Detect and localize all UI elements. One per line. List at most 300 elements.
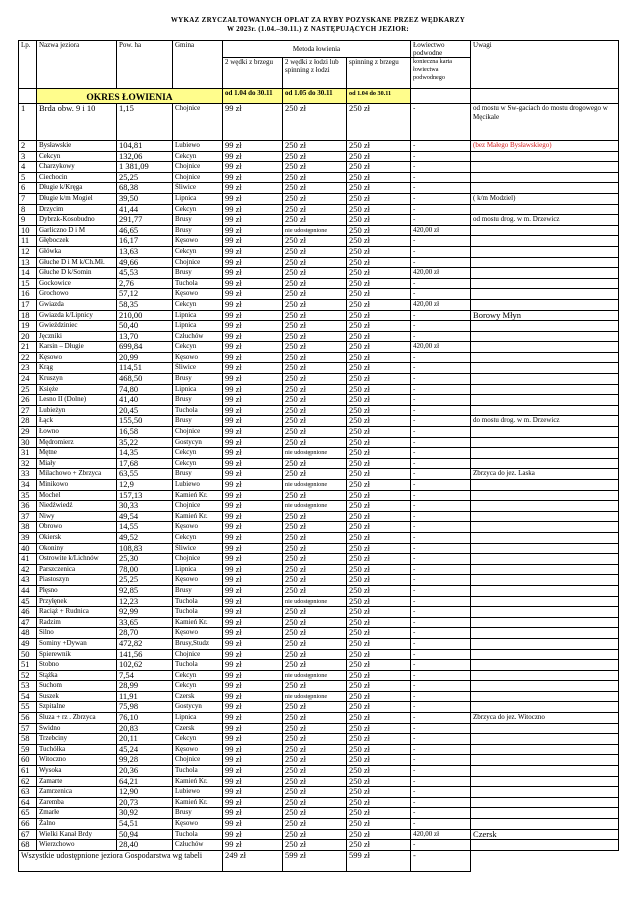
row-fee-spinning: 250 zł (347, 236, 411, 247)
row-underwater: - (411, 352, 471, 363)
row-remarks (471, 617, 619, 628)
table-row (19, 246, 619, 257)
row-commune: Śliwice (173, 183, 223, 194)
row-lake-name: Świdno (37, 723, 117, 734)
header-lowiectwo: Łowiectwo podwodne (411, 41, 471, 58)
row-fee-spinning: 250 zł (347, 638, 411, 649)
row-area: 472,82 (117, 638, 173, 649)
row-underwater: - (411, 193, 471, 204)
row-fee-shore: 99 zł (223, 787, 283, 798)
row-area: 20,36 (117, 766, 173, 777)
table-row (19, 141, 619, 152)
row-lp: 49 (19, 638, 37, 649)
row-lp: 33 (19, 469, 37, 480)
row-area: 35,22 (117, 437, 173, 448)
row-remarks (471, 458, 619, 469)
row-lake-name: Mętne (37, 448, 117, 459)
row-area: 104,81 (117, 141, 173, 152)
row-lake-name: Bysławskie (37, 141, 117, 152)
row-lp: 44 (19, 585, 37, 596)
row-lp: 50 (19, 649, 37, 660)
row-remarks (471, 257, 619, 268)
row-remarks (471, 776, 619, 787)
row-fee-spinning: 250 zł (347, 289, 411, 300)
header-metoda: Metoda łowienia (223, 41, 411, 58)
row-fee-spinning: 250 zł (347, 628, 411, 639)
header-row-1 (19, 41, 619, 58)
table-row (19, 172, 619, 183)
table-row (19, 352, 619, 363)
row-fee-boat: 250 zł (283, 638, 347, 649)
row-fee-spinning: 250 zł (347, 331, 411, 342)
row-fee-boat: 250 zł (283, 352, 347, 363)
row-underwater: - (411, 374, 471, 385)
row-fee-boat: 250 zł (283, 723, 347, 734)
row-lp: 68 (19, 840, 37, 851)
row-area: 75,98 (117, 702, 173, 713)
row-lp: 58 (19, 734, 37, 745)
row-fee-boat: 250 zł (283, 384, 347, 395)
row-area: 14,55 (117, 522, 173, 533)
row-fee-boat: 250 zł (283, 104, 347, 141)
row-remarks (471, 331, 619, 342)
row-underwater: - (411, 585, 471, 596)
row-fee-spinning: 250 zł (347, 448, 411, 459)
row-lp: 46 (19, 607, 37, 618)
row-underwater: - (411, 257, 471, 268)
table-row (19, 543, 619, 554)
row-lp: 18 (19, 310, 37, 321)
table-row (19, 193, 619, 204)
row-commune: Chojnice (173, 172, 223, 183)
row-fee-shore: 99 zł (223, 829, 283, 840)
row-fee-spinning: 250 zł (347, 607, 411, 618)
table-row (19, 215, 619, 226)
row-underwater: - (411, 448, 471, 459)
row-fee-boat: 250 zł (283, 787, 347, 798)
row-remarks (471, 437, 619, 448)
row-fee-boat: 250 zł (283, 660, 347, 671)
row-area: 1 381,09 (117, 162, 173, 173)
row-area: 14,35 (117, 448, 173, 459)
row-commune: Tuchola (173, 766, 223, 777)
row-area: 49,52 (117, 532, 173, 543)
row-lp: 61 (19, 766, 37, 777)
row-lake-name: Piastoszyn (37, 575, 117, 586)
row-commune: Brusy,Studz (173, 638, 223, 649)
row-lp: 38 (19, 522, 37, 533)
table-row (19, 289, 619, 300)
row-fee-shore: 99 zł (223, 617, 283, 628)
row-fee-spinning: 250 zł (347, 522, 411, 533)
row-lake-name: Gockowice (37, 278, 117, 289)
row-fee-boat: 250 zł (283, 681, 347, 692)
row-fee-boat: 250 zł (283, 331, 347, 342)
row-fee-shore: 99 zł (223, 331, 283, 342)
row-commune: Kęsowo (173, 819, 223, 830)
row-fee-boat: 250 zł (283, 427, 347, 438)
row-fee-shore: 99 zł (223, 755, 283, 766)
table-row (19, 162, 619, 173)
row-area: 30,33 (117, 501, 173, 512)
row-fee-shore: 99 zł (223, 374, 283, 385)
row-lake-name: Grochowo (37, 289, 117, 300)
row-fee-boat: 250 zł (283, 649, 347, 660)
row-lp: 51 (19, 660, 37, 671)
row-lp: 55 (19, 702, 37, 713)
row-lp: 41 (19, 554, 37, 565)
row-area: 58,35 (117, 299, 173, 310)
table-row (19, 766, 619, 777)
row-lake-name: Lubieżyn (37, 405, 117, 416)
row-fee-boat: 250 zł (283, 808, 347, 819)
row-area: 46,65 (117, 225, 173, 236)
row-commune: Brusy (173, 416, 223, 427)
row-commune: Brusy (173, 808, 223, 819)
row-fee-boat: 250 zł (283, 607, 347, 618)
table-row (19, 585, 619, 596)
row-underwater: - (411, 437, 471, 448)
row-remarks (471, 363, 619, 374)
row-area: 102,62 (117, 660, 173, 671)
table-row (19, 310, 619, 321)
row-fee-shore: 99 zł (223, 480, 283, 491)
row-remarks (471, 246, 619, 257)
row-lake-name: Sominy +Dywan (37, 638, 117, 649)
table-row (19, 384, 619, 395)
row-commune: Cekcyn (173, 734, 223, 745)
row-remarks: ( k/m Modziel) (471, 193, 619, 204)
table-row (19, 225, 619, 236)
row-fee-shore: 99 zł (223, 723, 283, 734)
row-lake-name: Krąg (37, 363, 117, 374)
row-fee-shore: 99 zł (223, 151, 283, 162)
row-area: 108,83 (117, 543, 173, 554)
row-remarks (471, 554, 619, 565)
row-underwater: - (411, 755, 471, 766)
row-fee-spinning: 250 zł (347, 458, 411, 469)
row-lp: 53 (19, 681, 37, 692)
row-remarks (471, 321, 619, 332)
row-fee-spinning: 250 zł (347, 384, 411, 395)
row-fee-boat: 250 zł (283, 395, 347, 406)
row-commune: Tuchola (173, 607, 223, 618)
row-fee-spinning: 250 zł (347, 808, 411, 819)
row-lp: 47 (19, 617, 37, 628)
row-fee-shore: 99 zł (223, 607, 283, 618)
row-lake-name: Dybrzk-Kosobudno (37, 215, 117, 226)
row-lp: 54 (19, 691, 37, 702)
row-remarks (471, 151, 619, 162)
row-fee-shore: 99 zł (223, 649, 283, 660)
row-underwater: - (411, 660, 471, 671)
row-lake-name: Miały (37, 458, 117, 469)
row-underwater: - (411, 172, 471, 183)
row-commune: Chojnice (173, 427, 223, 438)
row-underwater: - (411, 511, 471, 522)
row-fee-boat: 250 zł (283, 141, 347, 152)
row-remarks (471, 384, 619, 395)
table-row (19, 236, 619, 247)
summary-fee-boat: 599 zł (283, 850, 347, 871)
row-fee-spinning: 250 zł (347, 268, 411, 279)
row-lp: 66 (19, 819, 37, 830)
row-underwater: - (411, 480, 471, 491)
row-lake-name: Księże (37, 384, 117, 395)
row-commune: Tuchola (173, 829, 223, 840)
row-underwater: - (411, 840, 471, 851)
row-lp: 23 (19, 363, 37, 374)
row-fee-boat: 250 zł (283, 554, 347, 565)
row-fee-boat: 250 zł (283, 585, 347, 596)
row-lp: 20 (19, 331, 37, 342)
row-fee-spinning: 250 zł (347, 501, 411, 512)
row-lp: 29 (19, 427, 37, 438)
row-fee-boat: 250 zł (283, 628, 347, 639)
row-fee-boat: 250 zł (283, 310, 347, 321)
row-area: 155,50 (117, 416, 173, 427)
row-commune: Śliwice (173, 363, 223, 374)
table-row (19, 829, 619, 840)
row-remarks (471, 607, 619, 618)
row-lake-name: Okoniny (37, 543, 117, 554)
row-fee-boat: 250 zł (283, 193, 347, 204)
row-area: 57,12 (117, 289, 173, 300)
row-commune: Brusy (173, 268, 223, 279)
row-fee-spinning: 250 zł (347, 172, 411, 183)
row-fee-shore: 99 zł (223, 501, 283, 512)
row-fee-shore: 99 zł (223, 702, 283, 713)
row-underwater: - (411, 532, 471, 543)
row-underwater: 420,00 zł (411, 342, 471, 353)
row-lake-name: Długie k/m Mogiel (37, 193, 117, 204)
row-lp: 40 (19, 543, 37, 554)
row-remarks (471, 278, 619, 289)
row-underwater: - (411, 554, 471, 565)
row-fee-boat: 250 zł (283, 543, 347, 554)
row-remarks (471, 352, 619, 363)
row-fee-boat: 250 zł (283, 268, 347, 279)
row-fee-spinning: 250 zł (347, 104, 411, 141)
row-area: 20,83 (117, 723, 173, 734)
summary-row (19, 850, 619, 871)
row-fee-shore: 99 zł (223, 225, 283, 236)
row-lake-name: Lesno II (Dolne) (37, 395, 117, 406)
table-row (19, 755, 619, 766)
row-lake-name: Gwiazda (37, 299, 117, 310)
row-lp: 67 (19, 829, 37, 840)
row-lake-name: Charzykowy (37, 162, 117, 173)
row-area: 45,53 (117, 268, 173, 279)
row-underwater: 420,00 zł (411, 268, 471, 279)
title-line-2: W 2023r. (1.04.–30.11.) Z NASTĘPUJĄCYCH JEZIOR: (226, 25, 410, 33)
row-commune: Tuchola (173, 405, 223, 416)
table-row (19, 151, 619, 162)
row-lp: 13 (19, 257, 37, 268)
row-lp: 62 (19, 776, 37, 787)
row-underwater: - (411, 797, 471, 808)
row-fee-spinning: 250 zł (347, 840, 411, 851)
row-lake-name: Niedźwiedź (37, 501, 117, 512)
row-remarks (471, 405, 619, 416)
row-fee-spinning: 250 zł (347, 427, 411, 438)
row-fee-shore: 99 zł (223, 183, 283, 194)
table-row (19, 532, 619, 543)
row-remarks: Czersk (471, 829, 619, 840)
row-lp: 57 (19, 723, 37, 734)
row-fee-shore: 99 zł (223, 744, 283, 755)
row-underwater: - (411, 469, 471, 480)
row-area: 28,70 (117, 628, 173, 639)
row-underwater: - (411, 776, 471, 787)
row-fee-shore: 99 zł (223, 172, 283, 183)
row-fee-shore: 99 zł (223, 628, 283, 639)
row-lp: 43 (19, 575, 37, 586)
row-fee-shore: 99 zł (223, 204, 283, 215)
season-row (19, 89, 619, 104)
row-underwater: - (411, 702, 471, 713)
row-fee-spinning: 250 zł (347, 395, 411, 406)
row-area: 114,51 (117, 363, 173, 374)
row-fee-shore: 99 zł (223, 405, 283, 416)
row-fee-spinning: 250 zł (347, 670, 411, 681)
row-remarks (471, 840, 619, 851)
row-underwater: - (411, 416, 471, 427)
row-remarks (471, 797, 619, 808)
row-underwater: - (411, 204, 471, 215)
row-area: 141,56 (117, 649, 173, 660)
row-underwater: - (411, 734, 471, 745)
row-lp: 36 (19, 501, 37, 512)
table-row (19, 649, 619, 660)
row-fee-shore: 99 zł (223, 193, 283, 204)
row-remarks (471, 204, 619, 215)
row-lake-name: Suchom (37, 681, 117, 692)
header-nazwa: Nazwa jeziora (37, 41, 117, 89)
row-fee-spinning: 250 zł (347, 575, 411, 586)
row-fee-shore: 99 zł (223, 511, 283, 522)
row-fee-boat: 250 zł (283, 437, 347, 448)
row-remarks (471, 638, 619, 649)
header-method-1: 2 wędki z brzegu (223, 58, 283, 89)
row-lake-name: Wielki Kanał Brdy (37, 829, 117, 840)
row-area: 12,9 (117, 480, 173, 491)
row-underwater: - (411, 215, 471, 226)
row-lake-name: Cekcyn (37, 151, 117, 162)
row-remarks (471, 501, 619, 512)
row-fee-spinning: 250 zł (347, 734, 411, 745)
row-remarks (471, 787, 619, 798)
row-fee-boat: 250 zł (283, 363, 347, 374)
header-lp: Lp. (19, 41, 37, 89)
row-fee-shore: 99 zł (223, 734, 283, 745)
row-commune: Kamień Kr. (173, 797, 223, 808)
row-remarks (471, 628, 619, 639)
table-row (19, 511, 619, 522)
row-fee-shore: 99 zł (223, 246, 283, 257)
row-fee-spinning: 250 zł (347, 713, 411, 724)
row-lake-name: Drzycim (37, 204, 117, 215)
row-fee-boat: nie udostępnione (283, 501, 347, 512)
row-fee-boat: nie udostępnione (283, 596, 347, 607)
row-underwater: - (411, 501, 471, 512)
season-period-3: od 1.04 do 30.11 (347, 89, 411, 104)
row-fee-spinning: 250 zł (347, 405, 411, 416)
summary-fee-shore: 249 zł (223, 850, 283, 871)
table-row (19, 469, 619, 480)
table-row (19, 840, 619, 851)
row-fee-spinning: 250 zł (347, 511, 411, 522)
row-area: 291,77 (117, 215, 173, 226)
table-row (19, 331, 619, 342)
row-area: 92,85 (117, 585, 173, 596)
row-fee-spinning: 250 zł (347, 776, 411, 787)
row-remarks (471, 543, 619, 554)
table-row (19, 204, 619, 215)
header-method-2: 2 wędki z łodzi lub spinning z łodzi (283, 58, 347, 89)
row-commune: Kęsowo (173, 352, 223, 363)
row-fee-spinning: 250 zł (347, 246, 411, 257)
row-lake-name: Witoczno (37, 755, 117, 766)
row-area: 7,54 (117, 670, 173, 681)
row-area: 20,45 (117, 405, 173, 416)
row-fee-spinning: 250 zł (347, 342, 411, 353)
row-underwater: - (411, 819, 471, 830)
row-area: 20,73 (117, 797, 173, 808)
row-lp: 60 (19, 755, 37, 766)
row-commune: Cekcyn (173, 532, 223, 543)
row-commune: Lipnica (173, 384, 223, 395)
row-lp: 14 (19, 268, 37, 279)
row-area: 41,40 (117, 395, 173, 406)
row-underwater: - (411, 670, 471, 681)
row-fee-boat: 250 zł (283, 151, 347, 162)
row-fee-boat: 250 zł (283, 734, 347, 745)
row-underwater: - (411, 607, 471, 618)
row-area: 20,11 (117, 734, 173, 745)
row-area: 12,23 (117, 596, 173, 607)
row-lake-name: Przyłęnek (37, 596, 117, 607)
row-lake-name: Zamarte (37, 776, 117, 787)
row-underwater: - (411, 575, 471, 586)
row-lp: 42 (19, 564, 37, 575)
row-fee-shore: 99 zł (223, 384, 283, 395)
row-fee-spinning: 250 zł (347, 480, 411, 491)
row-lake-name: Stążka (37, 670, 117, 681)
table-row (19, 405, 619, 416)
row-commune: Brusy (173, 585, 223, 596)
row-remarks (471, 374, 619, 385)
row-lp: 8 (19, 204, 37, 215)
row-fee-spinning: 250 zł (347, 215, 411, 226)
row-fee-spinning: 250 zł (347, 681, 411, 692)
row-commune: Chojnice (173, 554, 223, 565)
row-fee-spinning: 250 zł (347, 766, 411, 777)
row-area: 28,40 (117, 840, 173, 851)
row-lp: 31 (19, 448, 37, 459)
row-commune: Tuchola (173, 596, 223, 607)
row-fee-boat: 250 zł (283, 416, 347, 427)
row-fee-boat: 250 zł (283, 755, 347, 766)
row-remarks (471, 172, 619, 183)
row-fee-spinning: 250 zł (347, 299, 411, 310)
row-commune: Tuchola (173, 660, 223, 671)
row-fee-shore: 99 zł (223, 162, 283, 173)
table-row (19, 575, 619, 586)
row-lp: 2 (19, 141, 37, 152)
row-remarks (471, 225, 619, 236)
row-fee-shore: 99 zł (223, 840, 283, 851)
